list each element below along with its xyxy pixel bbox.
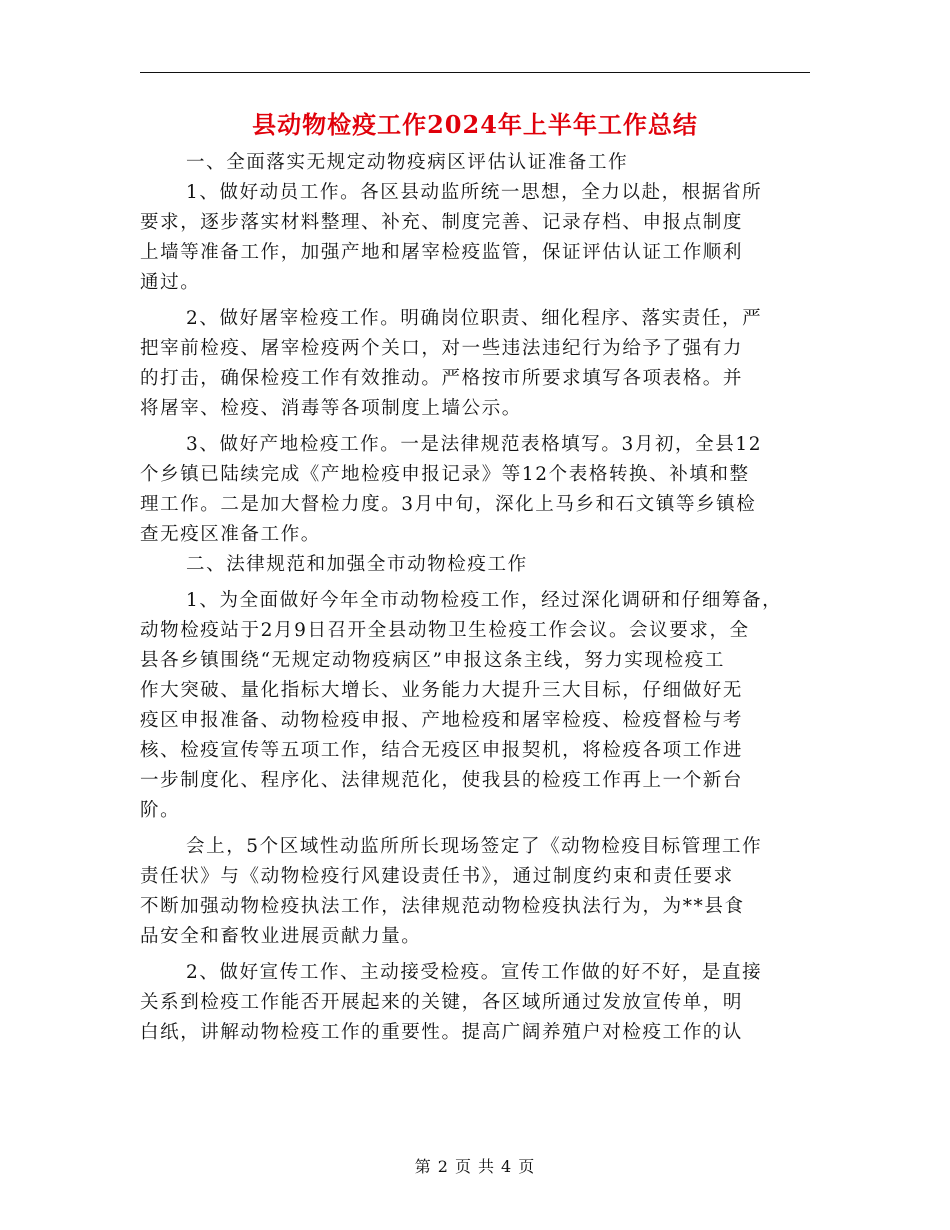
paragraph-line: 疫区申报准备、动物检疫申报、产地检疫和屠宰检疫、检疫督检与考 (140, 710, 744, 731)
paragraph-line: 个乡镇已陆续完成《产地检疫申报记录》等12个表格转换、补填和整 (140, 464, 750, 485)
paragraph-line: 动物检疫站于2月9日召开全县动物卫生检疫工作会议。会议要求，全 (140, 620, 750, 641)
paragraph-line: 会上，5个区域性动监所所长现场签定了《动物检疫目标管理工作 (186, 836, 763, 857)
current-page-number: 2 (437, 1157, 449, 1176)
paragraph-line: 关系到检疫工作能否开展起来的关键，各区域所通过发放宣传单，明 (140, 992, 744, 1013)
paragraph-line: 3、做好产地检疫工作。一是法律规范表格填写。3月初，全县12 (186, 434, 763, 455)
paragraph-line: 2、做好屠宰检疫工作。明确岗位职责、细化程序、落实责任，严 (186, 308, 763, 329)
footer-prefix: 第 (414, 1157, 432, 1176)
page-number-footer (0, 1154, 950, 1177)
paragraph-line: 一步制度化、程序化、法律规范化，使我县的检疫工作再上一个新台 (140, 770, 744, 791)
paragraph-line: 要求，逐步落实材料整理、补充、制度完善、记录存档、申报点制度 (140, 212, 744, 233)
paragraph-line: 县各乡镇围绕“无规定动物疫病区”申报这条主线，努力实现检疫工 (140, 650, 725, 671)
paragraph-line: 1、为全面做好今年全市动物检疫工作，经过深化调研和仔细筹备， (186, 590, 783, 611)
paragraph-line: 白纸，讲解动物检疫工作的重要性。提高广阔养殖户对检疫工作的认 (140, 1022, 744, 1043)
section-heading: 一、全面落实无规定动物疫病区评估认证准备工作 (186, 152, 629, 173)
paragraph-line: 阶。 (140, 800, 181, 821)
paragraph-line: 的打击，确保检疫工作有效推动。严格按市所要求填写各项表格。并 (140, 368, 744, 389)
paragraph-line: 1、做好动员工作。各区县动监所统一思想，全力以赴，根据省所 (186, 182, 763, 203)
paragraph-line: 理工作。二是加大督检力度。3月中旬，深化上马乡和石文镇等乡镇检 (140, 494, 757, 515)
paragraph-line: 责任状》与《动物检疫行风建设责任书》，通过制度约束和责任要求 (140, 866, 734, 887)
header-rule (140, 72, 810, 73)
paragraph-line: 作大突破、量化指标大增长、业务能力大提升三大目标，仔细做好无 (140, 680, 744, 701)
paragraph-line: 将屠宰、检疫、消毒等各项制度上墙公示。 (140, 398, 522, 419)
paragraph-line: 上墙等准备工作，加强产地和屠宰检疫监管，保证评估认证工作顺利 (140, 242, 744, 263)
paragraph-line: 2、做好宣传工作、主动接受检疫。宣传工作做的好不好，是直接 (186, 962, 763, 983)
footer-total-word: 共 (478, 1157, 496, 1176)
paragraph-line: 查无疫区准备工作。 (140, 524, 321, 545)
paragraph-line: 通过。 (140, 272, 201, 293)
paragraph-line: 核、检疫宣传等五项工作，结合无疫区申报契机，将检疫各项工作进 (140, 740, 744, 761)
section-heading: 二、法律规范和加强全市动物检疫工作 (186, 554, 528, 575)
paragraph-line: 把宰前检疫、屠宰检疫两个关口，对一些违法违纪行为给予了强有力 (140, 338, 744, 359)
footer-suffix: 页 (518, 1157, 536, 1176)
paragraph-line: 品安全和畜牧业进展贡献力量。 (140, 926, 422, 947)
total-page-count: 4 (501, 1157, 513, 1176)
document-title: 县动物检疫工作2024年上半年工作总结 (252, 110, 698, 139)
footer-page-word: 页 (454, 1157, 472, 1176)
paragraph-line: 不断加强动物检疫执法工作，法律规范动物检疫执法行为，为**县食 (140, 896, 745, 917)
document-body (140, 148, 810, 1048)
